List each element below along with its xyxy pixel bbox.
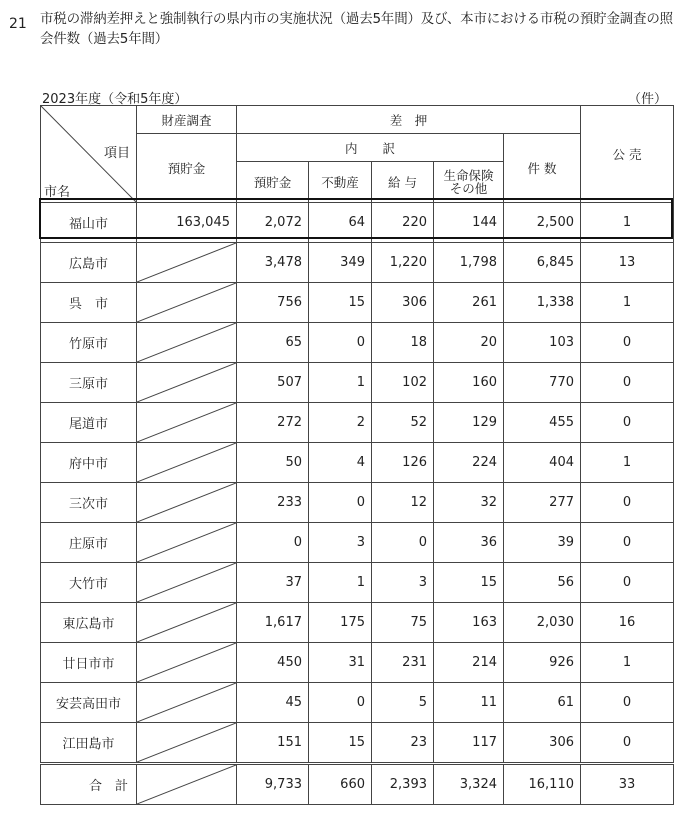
header-auction: 公 売 <box>581 106 674 203</box>
insurance-count: 11 <box>434 683 504 723</box>
auction-count: 0 <box>581 723 674 764</box>
deposit-count: 50 <box>237 443 309 483</box>
header-breakdown: 内 訳 <box>237 134 504 162</box>
insurance-count: 214 <box>434 643 504 683</box>
auction-count: 0 <box>581 323 674 363</box>
header-real-estate: 不動産 <box>309 162 372 203</box>
salary-count: 23 <box>372 723 434 764</box>
table-row <box>41 523 674 563</box>
empty-diagonal-cell <box>137 563 237 603</box>
table-row <box>41 483 674 523</box>
city-name: 庄原市 <box>41 523 137 563</box>
table-row <box>41 403 674 443</box>
table-row <box>41 443 674 483</box>
salary-count: 18 <box>372 323 434 363</box>
header-corner <box>41 106 137 203</box>
salary-count: 5 <box>372 683 434 723</box>
city-name: 福山市 <box>41 203 137 243</box>
deposit-count: 450 <box>237 643 309 683</box>
deposit-count: 272 <box>237 403 309 443</box>
city-name: 府中市 <box>41 443 137 483</box>
salary-count: 12 <box>372 483 434 523</box>
auction-count: 0 <box>581 683 674 723</box>
page-title: 市税の滞納差押えと強制執行の県内市の実施状況（過去5年間）及び、本市における市税の預貯金調査の照会件数（過去5年間） <box>40 11 673 47</box>
insurance-count: 144 <box>434 203 504 243</box>
deposit-count: 233 <box>237 483 309 523</box>
enforcement-table <box>40 105 674 805</box>
auction-count: 1 <box>581 203 674 243</box>
real-estate-count: 0 <box>309 683 372 723</box>
total-salary: 2,393 <box>372 764 434 805</box>
deposit-count: 151 <box>237 723 309 764</box>
city-name: 安芸高田市 <box>41 683 137 723</box>
deposit-count: 507 <box>237 363 309 403</box>
deposit-count: 3,478 <box>237 243 309 283</box>
salary-count: 231 <box>372 643 434 683</box>
header-item: 項目 <box>103 146 130 161</box>
header-life-insurance: 生命保険 その他 <box>434 162 504 203</box>
seizure-count: 103 <box>504 323 581 363</box>
fiscal-year-label: 2023年度（令和5年度） <box>42 92 188 107</box>
city-name: 大竹市 <box>41 563 137 603</box>
empty-diagonal-cell <box>137 643 237 683</box>
insurance-count: 32 <box>434 483 504 523</box>
seizure-count: 61 <box>504 683 581 723</box>
header-deposit-survey: 預貯金 <box>137 134 237 203</box>
seizure-count: 6,845 <box>504 243 581 283</box>
table-row <box>41 283 674 323</box>
table-row <box>41 363 674 403</box>
empty-diagonal-cell <box>137 764 237 805</box>
deposit-count: 37 <box>237 563 309 603</box>
empty-diagonal-cell <box>137 363 237 403</box>
insurance-count: 15 <box>434 563 504 603</box>
total-auction: 33 <box>581 764 674 805</box>
table-row <box>41 243 674 283</box>
city-name: 江田島市 <box>41 723 137 764</box>
insurance-count: 261 <box>434 283 504 323</box>
city-name: 三原市 <box>41 363 137 403</box>
auction-count: 0 <box>581 403 674 443</box>
real-estate-count: 2 <box>309 403 372 443</box>
insurance-count: 117 <box>434 723 504 764</box>
seizure-count: 926 <box>504 643 581 683</box>
salary-count: 126 <box>372 443 434 483</box>
empty-diagonal-cell <box>137 683 237 723</box>
total-label: 合 計 <box>41 764 137 805</box>
salary-count: 52 <box>372 403 434 443</box>
total-count: 16,110 <box>504 764 581 805</box>
empty-diagonal-cell <box>137 603 237 643</box>
city-name: 東広島市 <box>41 603 137 643</box>
auction-count: 1 <box>581 443 674 483</box>
header-count: 件 数 <box>504 134 581 203</box>
real-estate-count: 349 <box>309 243 372 283</box>
header-seizure: 差 押 <box>237 106 581 134</box>
seizure-count: 306 <box>504 723 581 764</box>
salary-count: 3 <box>372 563 434 603</box>
insurance-count: 36 <box>434 523 504 563</box>
salary-count: 220 <box>372 203 434 243</box>
city-name: 尾道市 <box>41 403 137 443</box>
seizure-count: 39 <box>504 523 581 563</box>
real-estate-count: 15 <box>309 723 372 764</box>
seizure-count: 277 <box>504 483 581 523</box>
real-estate-count: 1 <box>309 363 372 403</box>
auction-count: 16 <box>581 603 674 643</box>
real-estate-count: 175 <box>309 603 372 643</box>
salary-count: 0 <box>372 523 434 563</box>
total-insurance: 3,324 <box>434 764 504 805</box>
city-name: 広島市 <box>41 243 137 283</box>
city-name: 三次市 <box>41 483 137 523</box>
real-estate-count: 3 <box>309 523 372 563</box>
header-asset-survey: 財産調査 <box>137 106 237 134</box>
total-real-estate: 660 <box>309 764 372 805</box>
deposit-count: 1,617 <box>237 603 309 643</box>
header-salary: 給 与 <box>372 162 434 203</box>
unit-label: （件） <box>627 92 667 107</box>
total-row <box>41 764 674 805</box>
insurance-count: 224 <box>434 443 504 483</box>
real-estate-count: 1 <box>309 563 372 603</box>
section-number: 21 <box>9 16 27 32</box>
real-estate-count: 4 <box>309 443 372 483</box>
empty-diagonal-cell <box>137 523 237 563</box>
salary-count: 1,220 <box>372 243 434 283</box>
table-row <box>41 643 674 683</box>
empty-diagonal-cell <box>137 243 237 283</box>
salary-count: 306 <box>372 283 434 323</box>
seizure-count: 1,338 <box>504 283 581 323</box>
insurance-count: 163 <box>434 603 504 643</box>
empty-diagonal-cell <box>137 723 237 764</box>
table-row <box>41 203 674 243</box>
real-estate-count: 15 <box>309 283 372 323</box>
deposit-count: 756 <box>237 283 309 323</box>
empty-diagonal-cell <box>137 483 237 523</box>
auction-count: 0 <box>581 363 674 403</box>
seizure-count: 2,030 <box>504 603 581 643</box>
header-city: 市名 <box>44 185 71 200</box>
insurance-count: 160 <box>434 363 504 403</box>
insurance-count: 1,798 <box>434 243 504 283</box>
auction-count: 13 <box>581 243 674 283</box>
insurance-count: 129 <box>434 403 504 443</box>
empty-diagonal-cell <box>137 283 237 323</box>
empty-diagonal-cell <box>137 323 237 363</box>
salary-count: 75 <box>372 603 434 643</box>
deposit-count: 2,072 <box>237 203 309 243</box>
seizure-count: 404 <box>504 443 581 483</box>
deposit-count: 45 <box>237 683 309 723</box>
header-deposit: 預貯金 <box>237 162 309 203</box>
seizure-count: 770 <box>504 363 581 403</box>
auction-count: 1 <box>581 643 674 683</box>
seizure-count: 2,500 <box>504 203 581 243</box>
insurance-count: 20 <box>434 323 504 363</box>
real-estate-count: 31 <box>309 643 372 683</box>
auction-count: 0 <box>581 483 674 523</box>
empty-diagonal-cell <box>137 403 237 443</box>
table-row <box>41 323 674 363</box>
city-name: 竹原市 <box>41 323 137 363</box>
table-row <box>41 563 674 603</box>
deposit-survey-count: 163,045 <box>137 203 237 243</box>
real-estate-count: 64 <box>309 203 372 243</box>
seizure-count: 56 <box>504 563 581 603</box>
seizure-count: 455 <box>504 403 581 443</box>
city-name: 呉 市 <box>41 283 137 323</box>
salary-count: 102 <box>372 363 434 403</box>
real-estate-count: 0 <box>309 483 372 523</box>
auction-count: 0 <box>581 563 674 603</box>
total-deposit: 9,733 <box>237 764 309 805</box>
table-row <box>41 603 674 643</box>
table-row <box>41 723 674 764</box>
deposit-count: 65 <box>237 323 309 363</box>
real-estate-count: 0 <box>309 323 372 363</box>
auction-count: 1 <box>581 283 674 323</box>
table-row <box>41 683 674 723</box>
empty-diagonal-cell <box>137 443 237 483</box>
deposit-count: 0 <box>237 523 309 563</box>
city-name: 廿日市市 <box>41 643 137 683</box>
auction-count: 0 <box>581 523 674 563</box>
